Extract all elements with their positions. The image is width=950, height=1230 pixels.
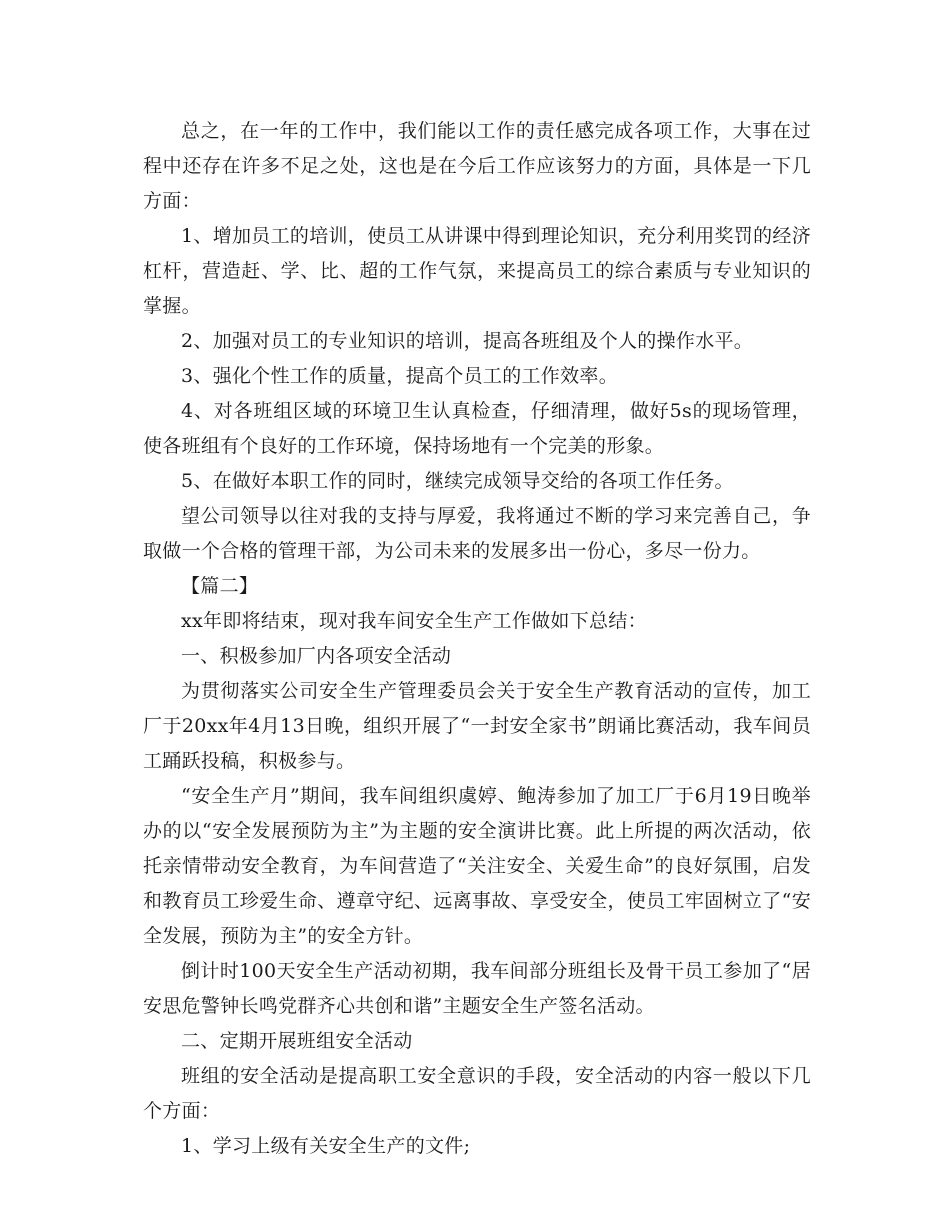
- list-item: 5、在做好本职工作的同时，继续完成领导交给的各项工作任务。: [181, 470, 734, 492]
- paragraph: 班组的安全活动是提高职工安全意识的手段，安全活动的内容一般以下几个方面：: [143, 1065, 811, 1122]
- paragraph: “安全生产月”期间，我车间组织虞婷、鲍涛参加了加工厂于6月19日晚举办的以“安全发展预防为主”为主题的安全演讲比赛。此上所提的两次活动，依托亲情带动安全教育，为车间营造了“关注安全、关爱生命”的良好氛围，启发和教育员工珍爱生命、遵章守纪、远离事故、享受安全，使员工牢固树立了“安全发展，预防为主”的安全方针。: [143, 785, 811, 947]
- section-heading: 二、定期开展班组安全活动: [181, 1030, 413, 1052]
- list-item: 1、学习上级有关安全生产的文件;: [181, 1135, 471, 1157]
- section-heading: 【篇二】: [181, 575, 259, 597]
- paragraph: 倒计时100天安全生产活动初期，我车间部分班组长及骨干员工参加了“居安思危警钟长鸣党群齐心共创和谐”主题安全生产签名活动。: [143, 960, 811, 1017]
- list-item: 4、对各班组区域的环境卫生认真检查，仔细清理，做好5s的现场管理，使各班组有个良好的工作环境，保持场地有一个完美的形象。: [143, 400, 811, 457]
- list-item: 1、增加员工的培训，使员工从讲课中得到理论知识，充分利用奖罚的经济杠杆，营造赶、学、比、超的工作气氛，来提高员工的综合素质与专业知识的掌握。: [143, 225, 811, 317]
- paragraph: 望公司领导以往对我的支持与厚爱，我将通过不断的学习来完善自己，争取做一个合格的管理干部，为公司未来的发展多出一份心，多尽一份力。: [143, 505, 811, 562]
- list-item: 3、强化个性工作的质量，提高个员工的工作效率。: [181, 365, 618, 387]
- list-item: 2、加强对员工的专业知识的培训，提高各班组及个人的操作水平。: [181, 330, 754, 352]
- section-heading: 一、积极参加厂内各项安全活动: [181, 645, 452, 667]
- paragraph: 总之，在一年的工作中，我们能以工作的责任感完成各项工作，大事在过程中还存在许多不足之处，这也是在今后工作应该努力的方面，具体是一下几方面：: [143, 120, 811, 212]
- paragraph: 为贯彻落实公司安全生产管理委员会关于安全生产教育活动的宣传，加工厂于20xx年4月13日晚，组织开展了“一封安全家书”朗诵比赛活动，我车间员工踊跃投稿，积极参与。: [143, 680, 811, 772]
- document-body: [143, 114, 811, 1164]
- paragraph: xx年即将结束，现对我车间安全生产工作做如下总结：: [181, 610, 647, 632]
